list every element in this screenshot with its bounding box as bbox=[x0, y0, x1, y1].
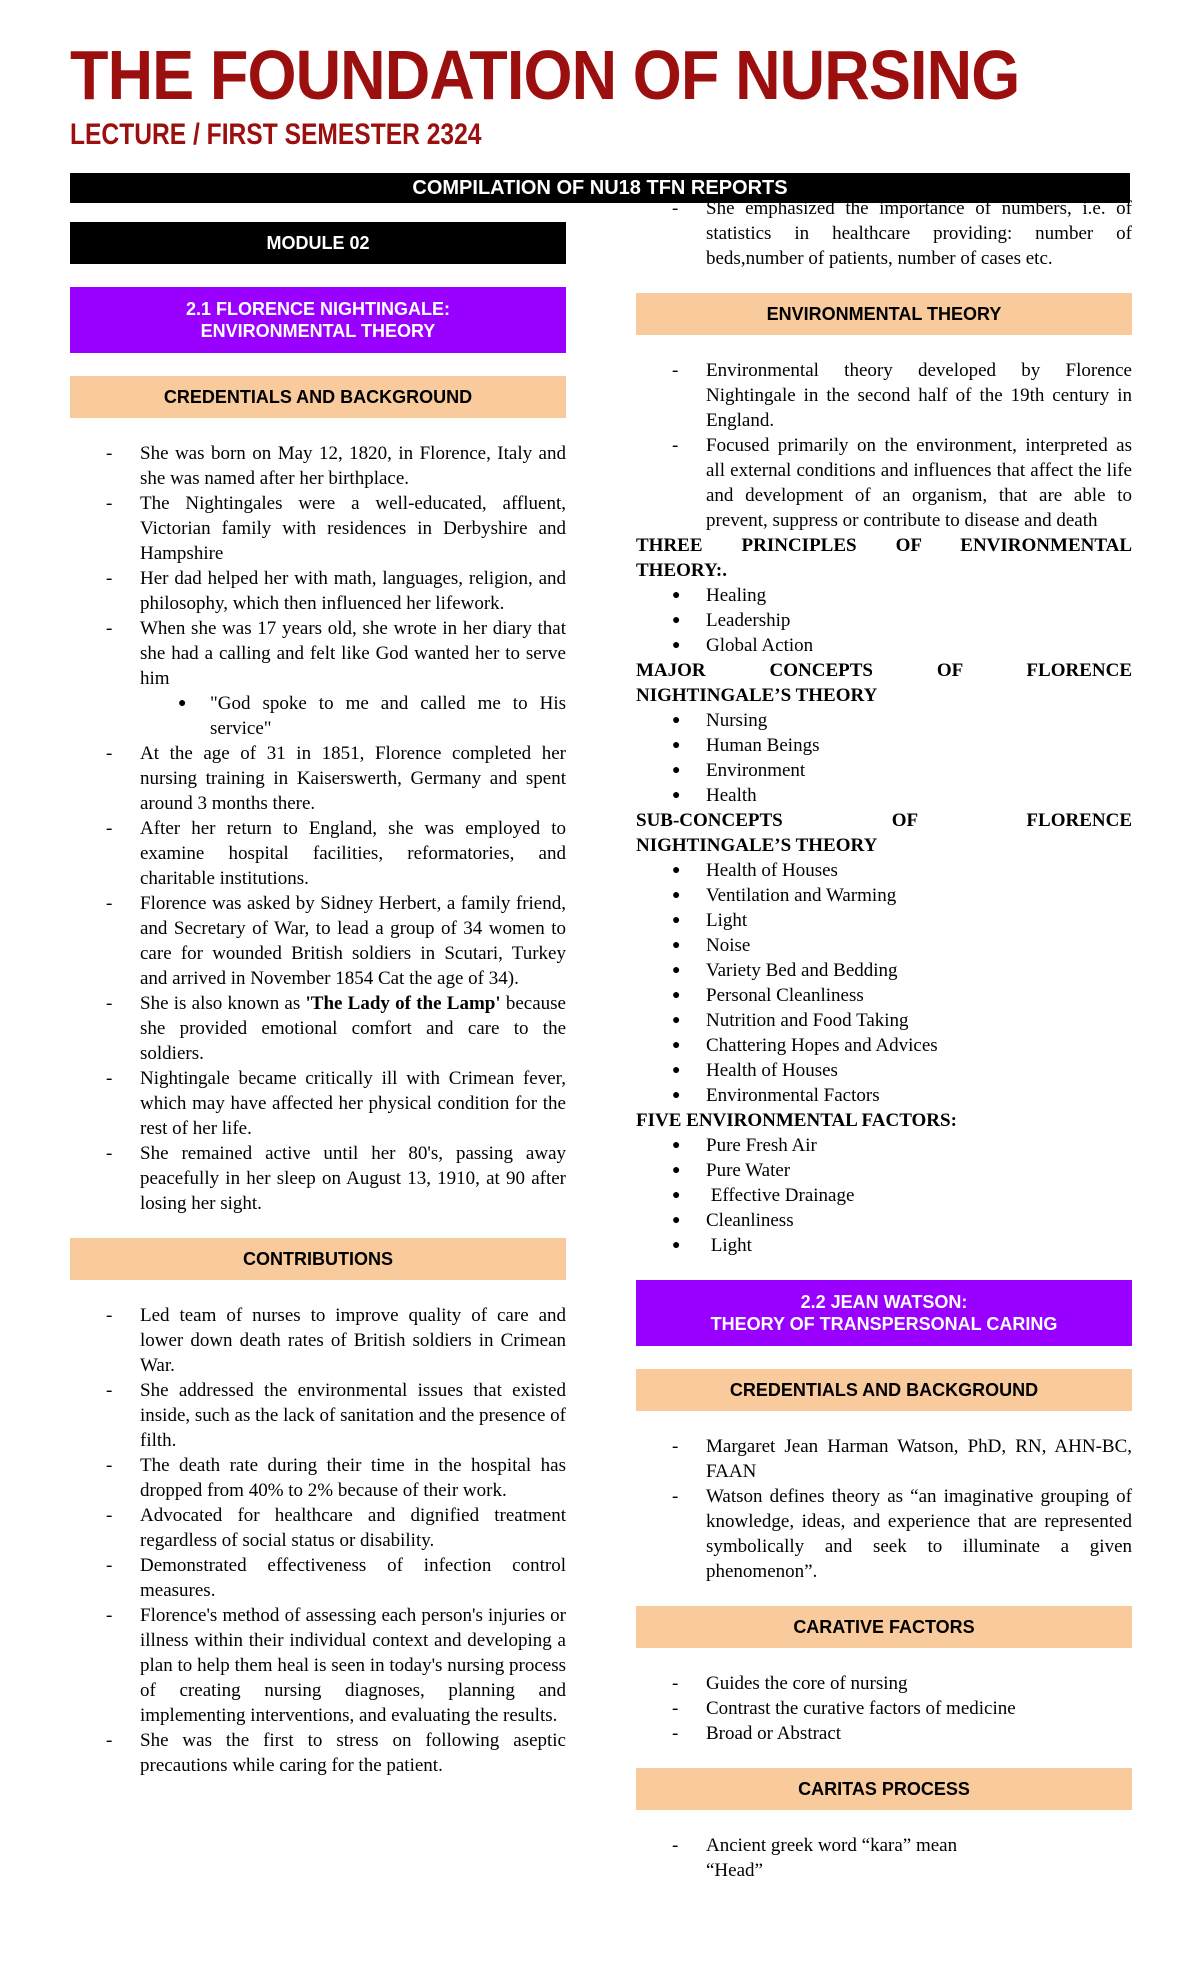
list-item: - Led team of nurses to improve quality of care and lower down death rates of British soldiers in Crimean War. bbox=[70, 1303, 566, 1378]
page-subtitle: LECTURE / FIRST SEMESTER 2324 bbox=[70, 118, 482, 151]
list-item: ● Pure Water bbox=[636, 1158, 1132, 1183]
list-item: - Contrast the curative factors of medicine bbox=[636, 1696, 1132, 1721]
lamp-text-post: because she provided emotional comfort and care to the soldiers. bbox=[140, 993, 566, 1064]
list-item: - Nightingale became critically ill with Crimean fever, which may have affected her physical condition for the rest of her life. bbox=[70, 1066, 566, 1141]
watson-title-line-2: THEORY OF TRANSPERSONAL CARING bbox=[710, 1314, 1058, 1334]
right-column bbox=[636, 196, 1132, 1883]
list-item: - Guides the core of nursing bbox=[636, 1671, 1132, 1696]
list-item: ● Pure Fresh Air bbox=[636, 1133, 1132, 1158]
caritas-line-2: “Head” bbox=[706, 1860, 763, 1881]
list-item bbox=[636, 1833, 1132, 1883]
list-item: - Florence was asked by Sidney Herbert, a family friend, and Secretary of War, to lead a group of 34 women to care for wounded British soldiers in Scutari, Turkey and arrived in November 1854 Cat the age of 34). bbox=[70, 891, 566, 991]
sub-heading-line-1: SUB-CONCEPTS OF FLORENCE bbox=[636, 810, 1132, 831]
list-item: ● Environment bbox=[636, 758, 1132, 783]
list-item: ● Nursing bbox=[636, 708, 1132, 733]
list-item: - Broad or Abstract bbox=[636, 1721, 1132, 1746]
list-item: ● Health of Houses bbox=[636, 1058, 1132, 1083]
sub-concepts-list bbox=[636, 858, 1132, 1108]
left-column bbox=[70, 222, 566, 1778]
major-heading-line-1: MAJOR CONCEPTS OF FLORENCE bbox=[636, 660, 1132, 681]
list-item: ● Effective Drainage bbox=[636, 1183, 1132, 1208]
list-item: - The death rate during their time in the hospital has dropped from 40% to 2% because of their work. bbox=[70, 1453, 566, 1503]
list-item: - She addressed the environmental issues that existed inside, such as the lack of sanitation and the presence of filth. bbox=[70, 1378, 566, 1453]
sub-heading-line-2: NIGHTINGALE’S THEORY bbox=[636, 835, 878, 856]
major-concepts-list bbox=[636, 708, 1132, 808]
list-item: - Florence's method of assessing each person's injuries or illness within their individual context and developing a plan to help them heal is seen in today's nursing process of creating nursing diagnoses, planning and implementing interventions, and evaluating the results. bbox=[70, 1603, 566, 1728]
list-item: ● Health of Houses bbox=[636, 858, 1132, 883]
list-item bbox=[70, 991, 566, 1066]
principles-heading-line-1: THREE PRINCIPLES OF ENVIRONMENTAL bbox=[636, 535, 1132, 556]
five-factors-heading: FIVE ENVIRONMENTAL FACTORS: bbox=[636, 1110, 957, 1131]
carative-factors-header: CARATIVE FACTORS bbox=[636, 1606, 1132, 1648]
section-title-line-2: ENVIRONMENTAL THEORY bbox=[200, 321, 436, 341]
five-factors-list bbox=[636, 1133, 1132, 1258]
caritas-process-list bbox=[636, 1833, 1132, 1883]
contributions-list bbox=[70, 1303, 566, 1778]
module-header: MODULE 02 bbox=[70, 222, 566, 264]
list-item: ● Health bbox=[636, 783, 1132, 808]
list-item: - She was the first to stress on following aseptic precautions while caring for the patient. bbox=[70, 1728, 566, 1778]
section-title-line-1: 2.1 FLORENCE NIGHTINGALE: bbox=[185, 299, 450, 319]
sub-concepts-heading bbox=[636, 808, 1132, 858]
list-item: ● Cleanliness bbox=[636, 1208, 1132, 1233]
list-item: - Her dad helped her with math, languages, religion, and philosophy, which then influenced her lifework. bbox=[70, 566, 566, 616]
list-item: - Environmental theory developed by Florence Nightingale in the second half of the 19th century in England. bbox=[636, 358, 1132, 433]
principles-heading bbox=[636, 533, 1132, 583]
list-item: - She was born on May 12, 1820, in Florence, Italy and she was named after her birthplace. bbox=[70, 441, 566, 491]
list-item: - After her return to England, she was employed to examine hospital facilities, reformatories, and charitable institutions. bbox=[70, 816, 566, 891]
list-item: ● Chattering Hopes and Advices bbox=[636, 1033, 1132, 1058]
environmental-theory-list bbox=[636, 358, 1132, 533]
list-item: ● Light bbox=[636, 1233, 1132, 1258]
list-item: ● Noise bbox=[636, 933, 1132, 958]
list-item: - She remained active until her 80's, passing away peacefully in her sleep on August 13, 1910, at 90 after losing her sight. bbox=[70, 1141, 566, 1216]
list-item: ● Human Beings bbox=[636, 733, 1132, 758]
list-item: ● Nutrition and Food Taking bbox=[636, 1008, 1132, 1033]
compilation-banner: COMPILATION OF NU18 TFN REPORTS bbox=[70, 173, 1130, 203]
section-header-watson bbox=[636, 1280, 1132, 1346]
major-concepts-heading bbox=[636, 658, 1132, 708]
caritas-process-header: CARITAS PROCESS bbox=[636, 1768, 1132, 1810]
principles-heading-line-2: THEORY:. bbox=[636, 560, 728, 581]
list-item: ● Leadership bbox=[636, 608, 1132, 633]
carative-factors-list bbox=[636, 1671, 1132, 1746]
list-item: - Demonstrated effectiveness of infection control measures. bbox=[70, 1553, 566, 1603]
principles-list bbox=[636, 583, 1132, 658]
list-item: - At the age of 31 in 1851, Florence completed her nursing training in Kaiserswerth, Germany and spent around 3 months there. bbox=[70, 741, 566, 816]
lamp-text-pre: She is also known as bbox=[140, 993, 306, 1014]
contributions-header: CONTRIBUTIONS bbox=[70, 1238, 566, 1280]
list-item: ● Global Action bbox=[636, 633, 1132, 658]
watson-credentials-header: CREDENTIALS AND BACKGROUND bbox=[636, 1369, 1132, 1411]
list-item: - Watson defines theory as “an imaginative grouping of knowledge, ideas, and experience that are represented symbolically and seek to illuminate a given phenomenon”. bbox=[636, 1484, 1132, 1584]
list-item: ● Healing bbox=[636, 583, 1132, 608]
credentials-header: CREDENTIALS AND BACKGROUND bbox=[70, 376, 566, 418]
list-item: ● Environmental Factors bbox=[636, 1083, 1132, 1108]
caritas-line-1: Ancient greek word “kara” mean bbox=[706, 1835, 958, 1856]
major-heading-line-2: NIGHTINGALE’S THEORY bbox=[636, 685, 878, 706]
list-item: ● Light bbox=[636, 908, 1132, 933]
list-item: ● Variety Bed and Bedding bbox=[636, 958, 1132, 983]
section-header-nightingale bbox=[70, 287, 566, 353]
environmental-theory-header: ENVIRONMENTAL THEORY bbox=[636, 293, 1132, 335]
list-item: - When she was 17 years old, she wrote in her diary that she had a calling and felt like God wanted her to serve him bbox=[70, 616, 566, 691]
list-item: - Margaret Jean Harman Watson, PhD, RN, AHN-BC, FAAN bbox=[636, 1434, 1132, 1484]
credentials-list bbox=[70, 441, 566, 1216]
statistics-list bbox=[636, 196, 1132, 271]
list-item: ● Personal Cleanliness bbox=[636, 983, 1132, 1008]
watson-title-line-1: 2.2 JEAN WATSON: bbox=[800, 1292, 968, 1312]
lamp-text-bold: 'The Lady of the Lamp' bbox=[305, 993, 501, 1014]
list-item: - She emphasized the importance of numbers, i.e. of statistics in healthcare providing: number of beds,number of patients, number of cases etc. bbox=[636, 196, 1132, 271]
quote-item: ● "God spoke to me and called me to His service" bbox=[70, 691, 566, 741]
list-item: - The Nightingales were a well-educated, affluent, Victorian family with residences in Derbyshire and Hampshire bbox=[70, 491, 566, 566]
page-title: THE FOUNDATION OF NURSING bbox=[70, 36, 1020, 114]
list-item: ● Ventilation and Warming bbox=[636, 883, 1132, 908]
list-item: - Focused primarily on the environment, interpreted as all external conditions and influences that affect the life and development of an organism, that are able to prevent, suppress or contribute to disease and death bbox=[636, 433, 1132, 533]
list-item: - Advocated for healthcare and dignified treatment regardless of social status or disability. bbox=[70, 1503, 566, 1553]
watson-credentials-list bbox=[636, 1434, 1132, 1584]
